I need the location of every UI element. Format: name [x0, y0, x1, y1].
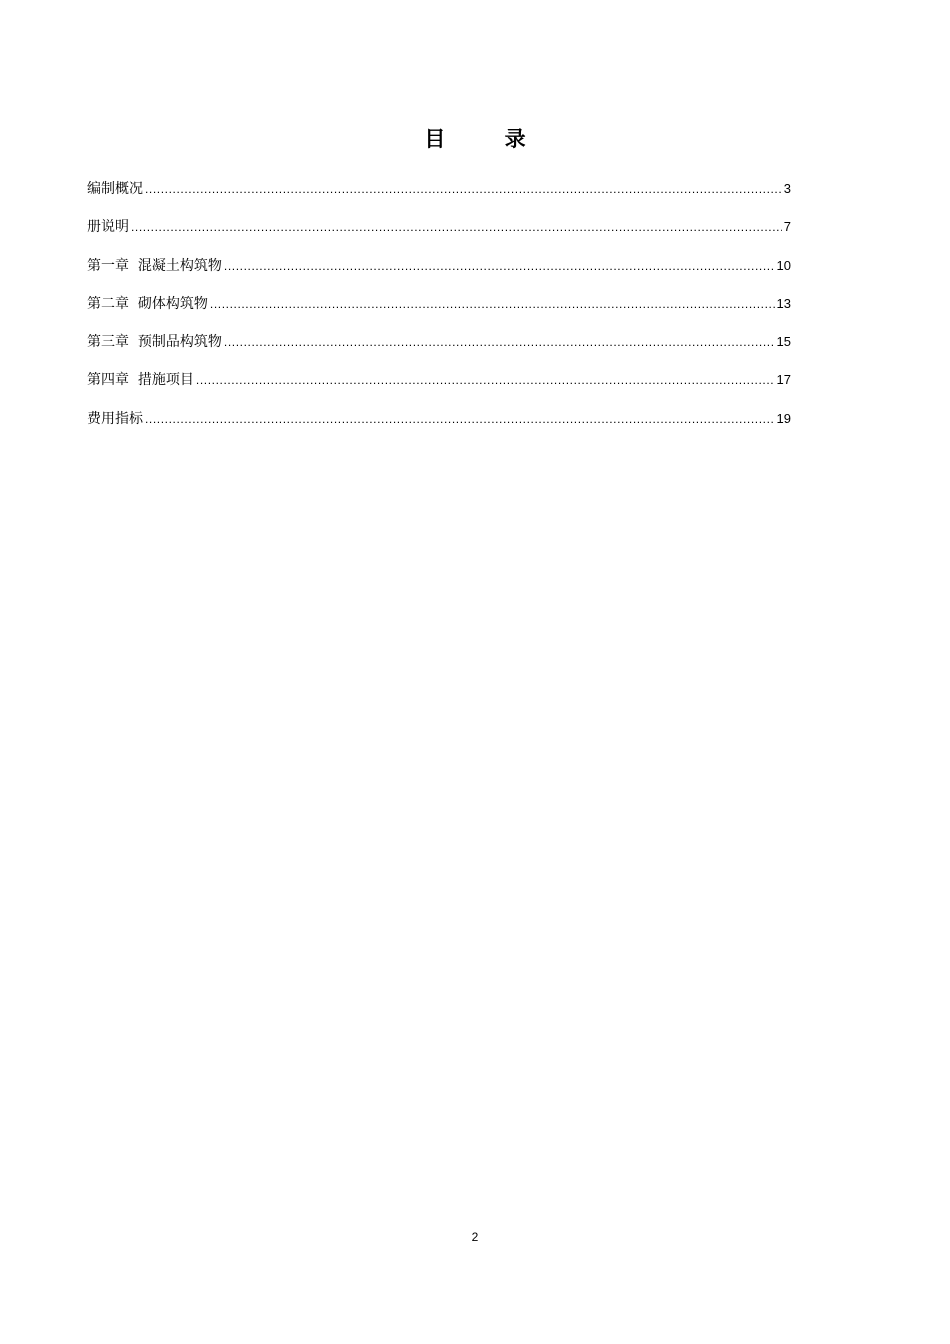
toc-entry-chapter-3[interactable] — [87, 329, 791, 367]
table-of-contents — [87, 176, 791, 444]
toc-entry-page: 13 — [776, 295, 791, 311]
toc-dot-leader — [224, 329, 775, 355]
toc-dot-leader — [196, 367, 775, 393]
toc-entry-label: 第二章 砌体构筑物 — [87, 295, 208, 312]
toc-dot-leader — [224, 253, 775, 279]
toc-entry-overview[interactable] — [87, 176, 791, 214]
toc-entry-page: 17 — [776, 372, 791, 388]
toc-entry-chapter-1[interactable] — [87, 253, 791, 291]
toc-entry-volume-notes[interactable] — [87, 214, 791, 252]
toc-entry-label: 册说明 — [87, 219, 129, 236]
toc-dot-leader — [131, 214, 782, 240]
toc-entry-chapter-2[interactable] — [87, 291, 791, 329]
toc-entry-page: 15 — [776, 334, 791, 350]
toc-entry-page: 3 — [783, 181, 791, 196]
toc-entry-page: 10 — [776, 257, 791, 273]
toc-entry-page: 7 — [783, 219, 791, 235]
toc-dot-leader — [210, 291, 775, 317]
toc-entry-label: 第四章 措施项目 — [87, 372, 194, 389]
toc-dot-leader — [145, 406, 775, 432]
toc-entry-label: 编制概况 — [87, 181, 143, 197]
page-number: 2 — [471, 1230, 479, 1244]
toc-entry-chapter-4[interactable] — [87, 367, 791, 405]
toc-entry-label: 第三章 预制品构筑物 — [87, 334, 222, 351]
toc-entry-label: 费用指标 — [87, 410, 143, 427]
toc-entry-cost-index[interactable] — [87, 406, 791, 444]
toc-entry-page: 19 — [776, 410, 791, 426]
toc-dot-leader — [145, 176, 782, 202]
toc-title: 目 录 — [424, 127, 552, 151]
toc-entry-label: 第一章 混凝土构筑物 — [87, 257, 222, 274]
